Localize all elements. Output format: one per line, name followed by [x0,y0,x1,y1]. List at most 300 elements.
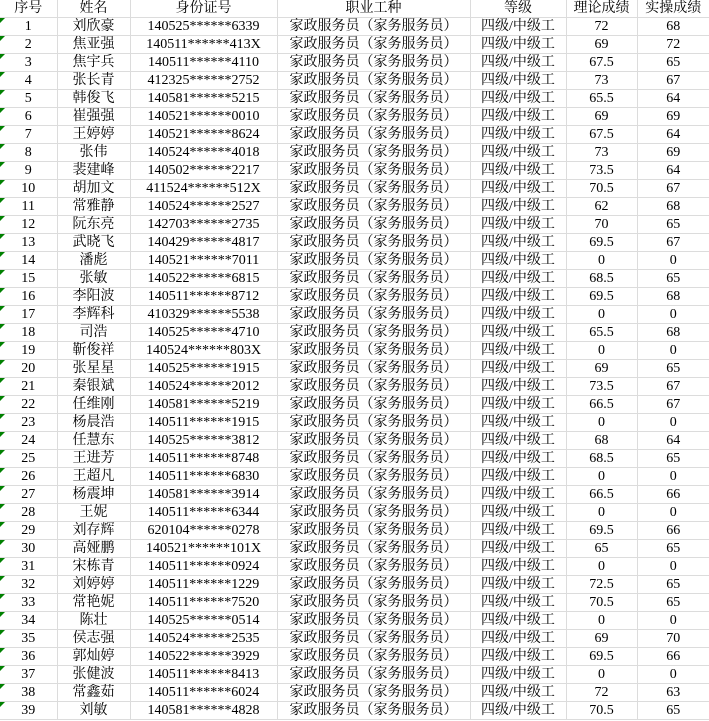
cell-no[interactable]: 10 [0,180,57,198]
cell-id[interactable]: 140502******2217 [130,162,277,180]
cell-occupation[interactable]: 家政服务员（家务服务员） [277,288,470,306]
table-row [0,18,709,36]
cell-occupation[interactable]: 家政服务员（家务服务员） [277,324,470,342]
cell-occupation[interactable]: 家政服务员（家务服务员） [277,378,470,396]
cell-id[interactable]: 410329******5538 [130,306,277,324]
cell-name[interactable]: 张敏 [57,270,130,288]
cell-name[interactable]: 焦宇兵 [57,54,130,72]
cell-theory[interactable]: 65 [566,540,637,558]
cell-practical[interactable]: 0 [637,504,709,522]
cell-occupation[interactable]: 家政服务员（家务服务员） [277,18,470,36]
table-row [0,648,709,666]
cell-no[interactable]: 21 [0,378,57,396]
cell-id[interactable]: 412325******2752 [130,72,277,90]
cell-practical[interactable]: 65 [637,216,709,234]
cell-no[interactable]: 16 [0,288,57,306]
cell-practical[interactable]: 67 [637,234,709,252]
table-row [0,324,709,342]
cell-id[interactable]: 140524******2535 [130,630,277,648]
column-header-theory[interactable]: 理论成绩 [566,0,637,18]
cell-level[interactable]: 四级/中级工 [470,702,566,720]
cell-practical[interactable]: 67 [637,72,709,90]
cell-name[interactable]: 刘欣豪 [57,18,130,36]
cell-practical[interactable]: 0 [637,468,709,486]
cell-no[interactable]: 20 [0,360,57,378]
cell-theory[interactable]: 70.5 [566,594,637,612]
cell-occupation[interactable]: 家政服务员（家务服务员） [277,54,470,72]
cell-name[interactable]: 常雅静 [57,198,130,216]
cell-name[interactable]: 杨震坤 [57,486,130,504]
cell-level[interactable]: 四级/中级工 [470,18,566,36]
cell-id[interactable]: 140521******8624 [130,126,277,144]
cell-no[interactable]: 14 [0,252,57,270]
cell-theory[interactable]: 69 [566,360,637,378]
cell-name[interactable]: 武晓飞 [57,234,130,252]
cell-practical[interactable]: 66 [637,648,709,666]
cell-level[interactable]: 四级/中级工 [470,522,566,540]
table-body [0,18,709,720]
table-row [0,378,709,396]
cell-occupation[interactable]: 家政服务员（家务服务员） [277,270,470,288]
cell-practical[interactable]: 69 [637,144,709,162]
error-indicator-icon [0,414,5,419]
cell-no[interactable]: 30 [0,540,57,558]
cell-theory[interactable]: 73 [566,144,637,162]
cell-occupation[interactable]: 家政服务员（家务服务员） [277,630,470,648]
cell-name[interactable]: 侯志强 [57,630,130,648]
cell-no[interactable]: 25 [0,450,57,468]
cell-id[interactable]: 140511******8712 [130,288,277,306]
cell-practical[interactable]: 68 [637,18,709,36]
cell-id[interactable]: 140581******4828 [130,702,277,720]
cell-name[interactable]: 靳俊祥 [57,342,130,360]
cell-id[interactable]: 140511******7520 [130,594,277,612]
cell-no[interactable]: 13 [0,234,57,252]
cell-theory[interactable]: 72 [566,18,637,36]
cell-occupation[interactable]: 家政服务员（家务服务员） [277,522,470,540]
cell-no[interactable]: 7 [0,126,57,144]
cell-name[interactable]: 李辉科 [57,306,130,324]
cell-occupation[interactable]: 家政服务员（家务服务员） [277,594,470,612]
table-row [0,576,709,594]
cell-id[interactable]: 140429******4817 [130,234,277,252]
cell-name[interactable]: 王妮 [57,504,130,522]
cell-name[interactable]: 郭灿婷 [57,648,130,666]
error-indicator-icon [0,18,5,23]
cell-practical[interactable]: 0 [637,306,709,324]
cell-theory[interactable]: 69 [566,630,637,648]
cell-level[interactable]: 四级/中级工 [470,558,566,576]
cell-level[interactable]: 四级/中级工 [470,162,566,180]
table-row [0,252,709,270]
column-header-level[interactable]: 等级 [470,0,566,18]
cell-occupation[interactable]: 家政服务员（家务服务员） [277,126,470,144]
cell-practical[interactable]: 65 [637,54,709,72]
cell-level[interactable]: 四级/中级工 [470,252,566,270]
cell-level[interactable]: 四级/中级工 [470,234,566,252]
cell-theory[interactable]: 69.5 [566,522,637,540]
cell-no[interactable]: 37 [0,666,57,684]
cell-practical[interactable]: 70 [637,630,709,648]
cell-no[interactable]: 9 [0,162,57,180]
cell-theory[interactable]: 0 [566,504,637,522]
cell-occupation[interactable]: 家政服务员（家务服务员） [277,180,470,198]
cell-id[interactable]: 140521******101X [130,540,277,558]
cell-no[interactable]: 23 [0,414,57,432]
cell-theory[interactable]: 0 [566,612,637,630]
cell-id[interactable]: 140511******1915 [130,414,277,432]
cell-name[interactable]: 刘存辉 [57,522,130,540]
cell-theory[interactable]: 66.5 [566,396,637,414]
cell-id[interactable]: 140581******5215 [130,90,277,108]
cell-practical[interactable]: 68 [637,288,709,306]
cell-no[interactable]: 35 [0,630,57,648]
column-header-id[interactable]: 身份证号 [130,0,277,18]
cell-occupation[interactable]: 家政服务员（家务服务员） [277,306,470,324]
cell-name[interactable]: 常鑫茹 [57,684,130,702]
cell-practical[interactable]: 64 [637,162,709,180]
cell-name[interactable]: 李阳波 [57,288,130,306]
cell-id[interactable]: 140511******1229 [130,576,277,594]
cell-name[interactable]: 任慧东 [57,432,130,450]
cell-id[interactable]: 140525******4710 [130,324,277,342]
cell-no[interactable]: 15 [0,270,57,288]
cell-no[interactable]: 5 [0,90,57,108]
cell-practical[interactable]: 72 [637,36,709,54]
cell-id[interactable]: 140522******6815 [130,270,277,288]
cell-theory[interactable]: 0 [566,558,637,576]
cell-practical[interactable]: 64 [637,90,709,108]
cell-id[interactable]: 140525******6339 [130,18,277,36]
cell-practical[interactable]: 0 [637,252,709,270]
cell-theory[interactable]: 0 [566,342,637,360]
cell-level[interactable]: 四级/中级工 [470,630,566,648]
cell-theory[interactable]: 69 [566,108,637,126]
cell-id[interactable]: 140511******6830 [130,468,277,486]
cell-no[interactable]: 17 [0,306,57,324]
cell-level[interactable]: 四级/中级工 [470,360,566,378]
cell-id[interactable]: 140525******1915 [130,360,277,378]
cell-occupation[interactable]: 家政服务员（家务服务员） [277,234,470,252]
cell-name[interactable]: 张健波 [57,666,130,684]
cell-no[interactable]: 1 [0,18,57,36]
cell-practical[interactable]: 63 [637,684,709,702]
cell-id[interactable]: 140511******6024 [130,684,277,702]
cell-level[interactable]: 四级/中级工 [470,594,566,612]
cell-level[interactable]: 四级/中级工 [470,576,566,594]
cell-theory[interactable]: 73.5 [566,378,637,396]
cell-practical[interactable]: 65 [637,576,709,594]
cell-practical[interactable]: 0 [637,612,709,630]
cell-name[interactable]: 潘彪 [57,252,130,270]
table-row [0,432,709,450]
cell-occupation[interactable]: 家政服务员（家务服务员） [277,684,470,702]
cell-name[interactable]: 宋栋青 [57,558,130,576]
cell-theory[interactable]: 69 [566,36,637,54]
cell-level[interactable]: 四级/中级工 [470,450,566,468]
cell-level[interactable]: 四级/中级工 [470,288,566,306]
cell-theory[interactable]: 62 [566,198,637,216]
cell-occupation[interactable]: 家政服务员（家务服务员） [277,216,470,234]
cell-no[interactable]: 22 [0,396,57,414]
cell-no[interactable]: 39 [0,702,57,720]
cell-practical[interactable]: 68 [637,324,709,342]
cell-name[interactable]: 裴建峰 [57,162,130,180]
cell-practical[interactable]: 64 [637,432,709,450]
cell-no[interactable]: 24 [0,432,57,450]
cell-occupation[interactable]: 家政服务员（家务服务员） [277,468,470,486]
cell-occupation[interactable]: 家政服务员（家务服务员） [277,450,470,468]
cell-occupation[interactable]: 家政服务员（家务服务员） [277,90,470,108]
cell-name[interactable]: 秦银斌 [57,378,130,396]
cell-name[interactable]: 刘婷婷 [57,576,130,594]
cell-id[interactable]: 140521******0010 [130,108,277,126]
cell-theory[interactable]: 69.5 [566,234,637,252]
cell-occupation[interactable]: 家政服务员（家务服务员） [277,540,470,558]
cell-name[interactable]: 张星星 [57,360,130,378]
cell-id[interactable]: 411524******512X [130,180,277,198]
cell-name[interactable]: 常艳妮 [57,594,130,612]
cell-practical[interactable]: 0 [637,666,709,684]
cell-practical[interactable]: 0 [637,414,709,432]
cell-practical[interactable]: 65 [637,360,709,378]
column-header-name[interactable]: 姓名 [57,0,130,18]
cell-theory[interactable]: 0 [566,666,637,684]
cell-theory[interactable]: 73.5 [566,162,637,180]
cell-name[interactable]: 阮东亮 [57,216,130,234]
cell-theory[interactable]: 72.5 [566,576,637,594]
cell-occupation[interactable]: 家政服务员（家务服务员） [277,396,470,414]
cell-occupation[interactable]: 家政服务员（家务服务员） [277,648,470,666]
table-row [0,486,709,504]
cell-id[interactable]: 140525******3812 [130,432,277,450]
cell-level[interactable]: 四级/中级工 [470,324,566,342]
cell-level[interactable]: 四级/中级工 [470,684,566,702]
cell-theory[interactable]: 73 [566,72,637,90]
cell-name[interactable]: 张长青 [57,72,130,90]
cell-id[interactable]: 140525******0514 [130,612,277,630]
cell-occupation[interactable]: 家政服务员（家务服务员） [277,666,470,684]
cell-theory[interactable]: 67.5 [566,54,637,72]
cell-theory[interactable]: 66.5 [566,486,637,504]
cell-no[interactable]: 32 [0,576,57,594]
cell-name[interactable]: 陈壮 [57,612,130,630]
cell-theory[interactable]: 70.5 [566,702,637,720]
cell-practical[interactable]: 66 [637,486,709,504]
cell-id[interactable]: 140581******5219 [130,396,277,414]
cell-practical[interactable]: 68 [637,198,709,216]
cell-theory[interactable]: 69.5 [566,288,637,306]
cell-occupation[interactable]: 家政服务员（家务服务员） [277,486,470,504]
cell-level[interactable]: 四级/中级工 [470,108,566,126]
cell-level[interactable]: 四级/中级工 [470,414,566,432]
cell-level[interactable]: 四级/中级工 [470,432,566,450]
cell-theory[interactable]: 70.5 [566,180,637,198]
cell-id[interactable]: 140524******2527 [130,198,277,216]
cell-level[interactable]: 四级/中级工 [470,306,566,324]
cell-occupation[interactable]: 家政服务员（家务服务员） [277,144,470,162]
cell-practical[interactable]: 65 [637,270,709,288]
cell-name[interactable]: 胡加文 [57,180,130,198]
cell-no[interactable]: 18 [0,324,57,342]
cell-id[interactable]: 140511******0924 [130,558,277,576]
cell-id[interactable]: 140511******413X [130,36,277,54]
cell-theory[interactable]: 65.5 [566,324,637,342]
cell-practical[interactable]: 67 [637,378,709,396]
cell-theory[interactable]: 67.5 [566,126,637,144]
cell-id[interactable]: 140524******803X [130,342,277,360]
cell-level[interactable]: 四级/中级工 [470,270,566,288]
cell-name[interactable]: 司浩 [57,324,130,342]
cell-no[interactable]: 11 [0,198,57,216]
cell-name[interactable]: 韩俊飞 [57,90,130,108]
cell-level[interactable]: 四级/中级工 [470,666,566,684]
cell-practical[interactable]: 67 [637,180,709,198]
cell-theory[interactable]: 0 [566,252,637,270]
cell-theory[interactable]: 0 [566,306,637,324]
cell-occupation[interactable]: 家政服务员（家务服务员） [277,558,470,576]
cell-id[interactable]: 140511******8748 [130,450,277,468]
cell-id[interactable]: 140521******7011 [130,252,277,270]
cell-theory[interactable]: 68.5 [566,270,637,288]
cell-practical[interactable]: 65 [637,450,709,468]
cell-practical[interactable]: 65 [637,702,709,720]
error-indicator-icon [0,360,5,365]
cell-theory[interactable]: 72 [566,684,637,702]
column-header-no[interactable]: 序号 [0,0,57,18]
cell-level[interactable]: 四级/中级工 [470,54,566,72]
cell-theory[interactable]: 65.5 [566,90,637,108]
cell-occupation[interactable]: 家政服务员（家务服务员） [277,504,470,522]
cell-id[interactable]: 140511******4110 [130,54,277,72]
cell-id[interactable]: 140522******3929 [130,648,277,666]
cell-name[interactable]: 刘敏 [57,702,130,720]
cell-practical[interactable]: 65 [637,540,709,558]
cell-no[interactable]: 28 [0,504,57,522]
cell-level[interactable]: 四级/中级工 [470,198,566,216]
table-row [0,540,709,558]
cell-occupation[interactable]: 家政服务员（家务服务员） [277,342,470,360]
cell-theory[interactable]: 0 [566,414,637,432]
cell-name[interactable]: 张伟 [57,144,130,162]
cell-practical[interactable]: 0 [637,558,709,576]
cell-level[interactable]: 四级/中级工 [470,486,566,504]
table-row [0,666,709,684]
cell-name[interactable]: 王婷婷 [57,126,130,144]
cell-occupation[interactable]: 家政服务员（家务服务员） [277,612,470,630]
cell-level[interactable]: 四级/中级工 [470,342,566,360]
cell-level[interactable]: 四级/中级工 [470,144,566,162]
cell-theory[interactable]: 68.5 [566,450,637,468]
cell-occupation[interactable]: 家政服务员（家务服务员） [277,702,470,720]
cell-theory[interactable]: 69.5 [566,648,637,666]
cell-level[interactable]: 四级/中级工 [470,90,566,108]
cell-no[interactable]: 36 [0,648,57,666]
cell-no[interactable]: 38 [0,684,57,702]
cell-id[interactable]: 140524******2012 [130,378,277,396]
cell-no[interactable]: 2 [0,36,57,54]
cell-practical[interactable]: 64 [637,126,709,144]
cell-id[interactable]: 140581******3914 [130,486,277,504]
cell-theory[interactable]: 68 [566,432,637,450]
cell-practical[interactable]: 67 [637,396,709,414]
cell-level[interactable]: 四级/中级工 [470,504,566,522]
cell-no[interactable]: 27 [0,486,57,504]
cell-occupation[interactable]: 家政服务员（家务服务员） [277,252,470,270]
cell-name[interactable]: 任维刚 [57,396,130,414]
cell-occupation[interactable]: 家政服务员（家务服务员） [277,162,470,180]
cell-level[interactable]: 四级/中级工 [470,126,566,144]
cell-occupation[interactable]: 家政服务员（家务服务员） [277,576,470,594]
cell-level[interactable]: 四级/中级工 [470,396,566,414]
cell-no[interactable]: 19 [0,342,57,360]
cell-name[interactable]: 王超凡 [57,468,130,486]
cell-id[interactable]: 142703******2735 [130,216,277,234]
cell-practical[interactable]: 66 [637,522,709,540]
cell-no[interactable]: 4 [0,72,57,90]
cell-no[interactable]: 29 [0,522,57,540]
cell-no[interactable]: 3 [0,54,57,72]
cell-no[interactable]: 31 [0,558,57,576]
cell-no[interactable]: 26 [0,468,57,486]
cell-name[interactable]: 高娅鹏 [57,540,130,558]
cell-theory[interactable]: 70 [566,216,637,234]
cell-occupation[interactable]: 家政服务员（家务服务员） [277,108,470,126]
cell-level[interactable]: 四级/中级工 [470,540,566,558]
cell-id[interactable]: 620104******0278 [130,522,277,540]
cell-occupation[interactable]: 家政服务员（家务服务员） [277,198,470,216]
cell-level[interactable]: 四级/中级工 [470,36,566,54]
cell-level[interactable]: 四级/中级工 [470,180,566,198]
cell-level[interactable]: 四级/中级工 [470,648,566,666]
cell-theory[interactable]: 0 [566,468,637,486]
cell-no[interactable]: 12 [0,216,57,234]
column-header-practical[interactable]: 实操成绩 [637,0,709,18]
cell-occupation[interactable]: 家政服务员（家务服务员） [277,360,470,378]
cell-id[interactable]: 140524******4018 [130,144,277,162]
cell-name[interactable]: 焦亚强 [57,36,130,54]
cell-level[interactable]: 四级/中级工 [470,72,566,90]
cell-name[interactable]: 王进芳 [57,450,130,468]
cell-no[interactable]: 8 [0,144,57,162]
cell-occupation[interactable]: 家政服务员（家务服务员） [277,414,470,432]
cell-id[interactable]: 140511******8413 [130,666,277,684]
cell-occupation[interactable]: 家政服务员（家务服务员） [277,72,470,90]
cell-name[interactable]: 崔强强 [57,108,130,126]
cell-practical[interactable]: 65 [637,594,709,612]
cell-id[interactable]: 140511******6344 [130,504,277,522]
table-row [0,630,709,648]
column-header-occupation[interactable]: 职业工种 [277,0,470,18]
cell-level[interactable]: 四级/中级工 [470,468,566,486]
cell-level[interactable]: 四级/中级工 [470,378,566,396]
cell-level[interactable]: 四级/中级工 [470,612,566,630]
cell-practical[interactable]: 0 [637,342,709,360]
error-indicator-icon [0,72,5,77]
header-row [0,0,709,18]
cell-no[interactable]: 6 [0,108,57,126]
cell-no[interactable]: 34 [0,612,57,630]
table-row [0,108,709,126]
cell-occupation[interactable]: 家政服务员（家务服务员） [277,36,470,54]
cell-name[interactable]: 杨晨浩 [57,414,130,432]
error-indicator-icon [0,684,5,689]
error-indicator-icon [0,198,5,203]
cell-level[interactable]: 四级/中级工 [470,216,566,234]
cell-no[interactable]: 33 [0,594,57,612]
cell-practical[interactable]: 69 [637,108,709,126]
cell-occupation[interactable]: 家政服务员（家务服务员） [277,432,470,450]
